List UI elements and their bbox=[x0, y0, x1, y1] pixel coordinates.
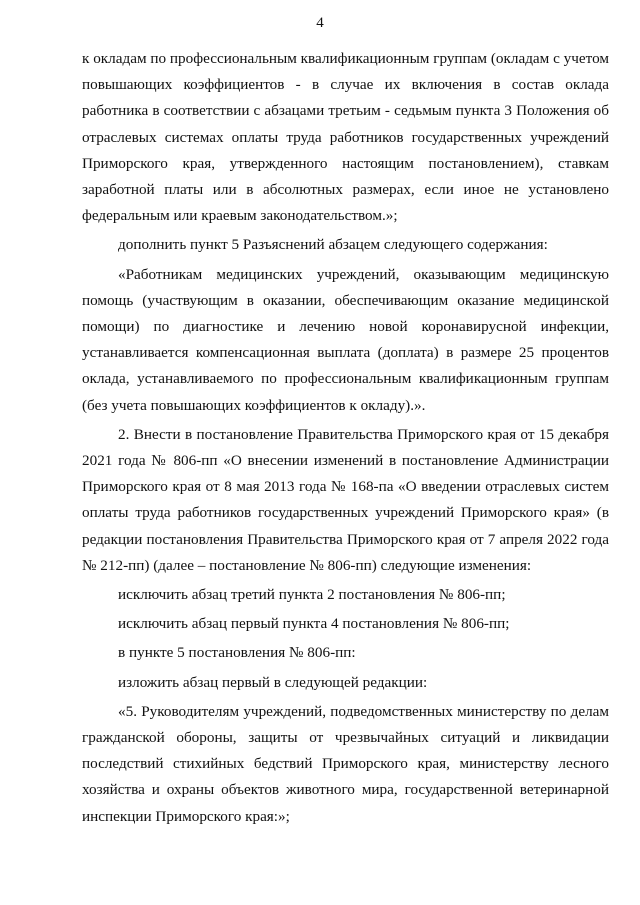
paragraph-medical-workers: «Работникам медицинских учреждений, оказывающим медицинскую помощь (участвующим в оказании, обеспечивающим оказание медицинской помощи) по диагностике и лечению новой коронавирусной инфекции, устанавливается компенсационная выплата (доплата) в размере 25 процентов оклада, устанавливаемого по профессиональным квалификационным группам (без учета повышающих коэффициентов к окладу).». bbox=[82, 265, 609, 414]
paragraph-continuation: к окладам по профессиональным квалификационным группам (окладам с учетом повышающих коэффициентов - в случае их включения в состав оклада работника в соответствии с абзацами третьим - седьмым пункта 3 Положения об отраслевых системах оплаты труда работников государственных учреждений Приморского края, утвержденного настоящим постановлением), ставкам заработной платы или в абсолютных размерах, если иное не установлено федеральным или краевым законодательством.»; bbox=[82, 50, 609, 225]
document-body bbox=[82, 46, 609, 830]
paragraph-exclude-point-4: исключить абзац первый пункта 4 постановления № 806-пп; bbox=[118, 615, 510, 633]
paragraph-exclude-point-2: исключить абзац третий пункта 2 постановления № 806-пп; bbox=[118, 586, 506, 604]
paragraph-point-5: в пункте 5 постановления № 806-пп: bbox=[118, 644, 356, 662]
paragraph-item-2: 2. Внести в постановление Правительства Приморского края от 15 декабря 2021 года № 806-пп «О внесении изменений в постановление Администрации Приморского края от 8 мая 2013 года № 168-па «О введении отраслевых систем оплаты труда работников государственных учреждений Приморского края» (в редакции постановления Правительства Приморского края от 7 апреля 2022 года № 212-пп) (далее – постановление № 806-пп) следующие изменения: bbox=[82, 425, 609, 574]
paragraph-quoted-point-5: «5. Руководителям учреждений, подведомственных министерству по делам гражданской обороны, защиты от чрезвычайных ситуаций и ликвидации последствий стихийных бедствий Приморского края, министерству лесного хозяйства и охраны объектов животного мира, государственной ветеринарной инспекции Приморского края:»; bbox=[82, 702, 609, 825]
paragraph-supplement-clause: дополнить пункт 5 Разъяснений абзацем следующего содержания: bbox=[118, 236, 548, 254]
page-number: 4 bbox=[316, 15, 324, 31]
paragraph-new-wording: изложить абзац первый в следующей редакции: bbox=[118, 673, 428, 691]
